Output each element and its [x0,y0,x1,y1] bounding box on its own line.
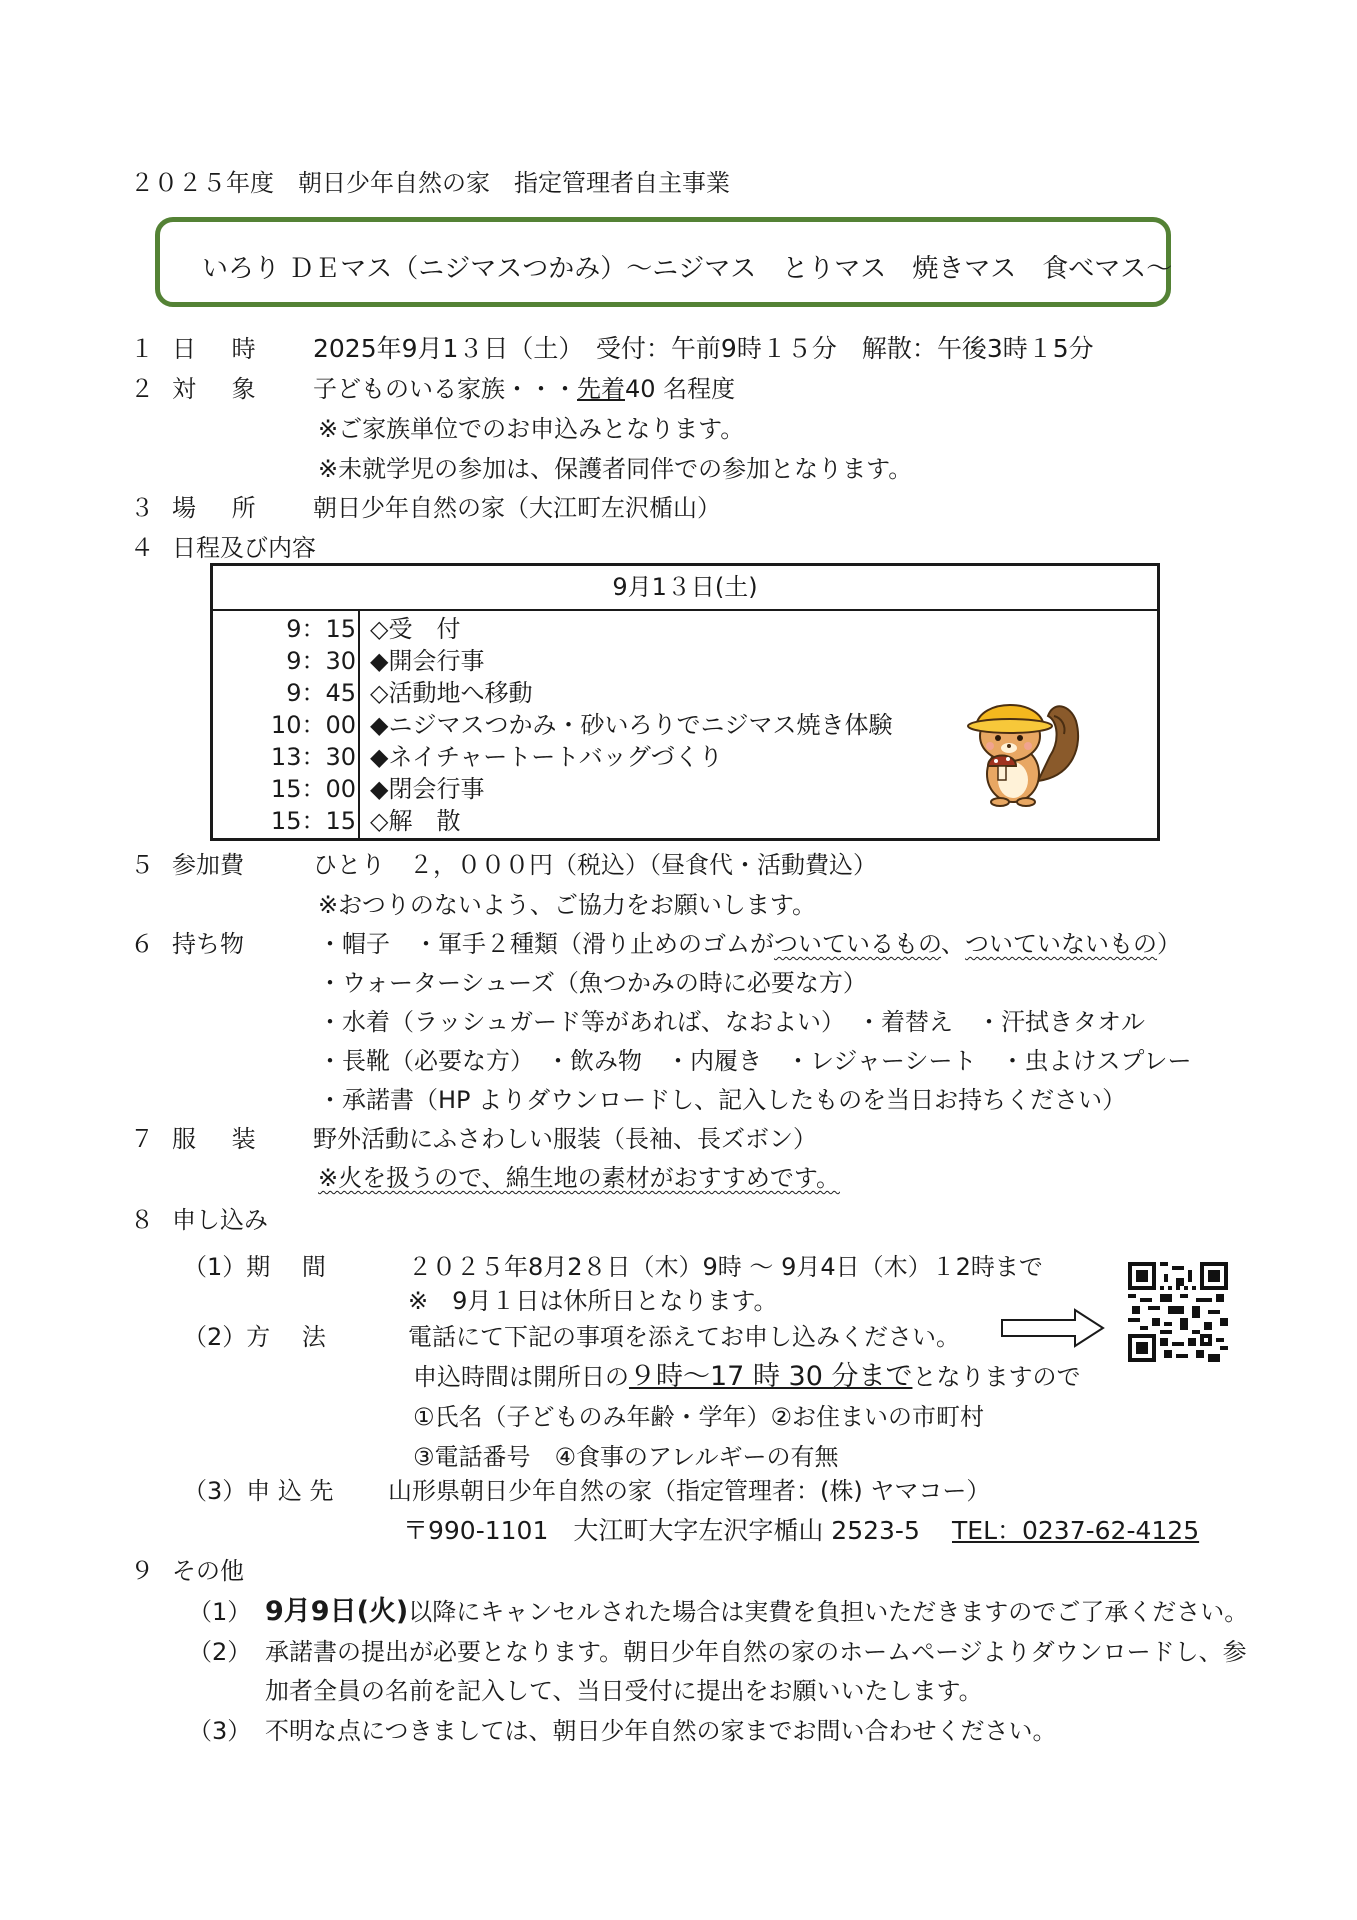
section-3-label: 場 所 [172,494,270,522]
application-hours [413,1362,1080,1392]
schedule-activity: ◇受 付 [370,615,461,643]
hours-emphasis: ９時～17 時 30 分まで [629,1361,913,1392]
target-note-2: ※未就学児の参加は、保護者同伴での参加となります。 [318,455,913,483]
belongings-text: ・帽子 ・軍手２種類（滑り止めのゴムが [318,930,774,958]
schedule-time: 13：30 [270,743,356,771]
first-come-text: 先着 [577,375,625,403]
fee-note: ※おつりのないよう、ご協力をお願いします。 [318,891,816,919]
other-item-1 [265,1597,1248,1627]
target-value [313,374,735,404]
application-method-value: 電話にて下記の事項を添えてお申し込みください。 [408,1323,960,1351]
schedule-activity: ◆ネイチャートートバッグづくり [370,743,723,771]
section-3-number: ３ [130,494,154,522]
belongings-line-1 [318,929,1181,959]
section-7-label: 服 装 [172,1125,270,1153]
belongings-line-5: ・承諾書（HP よりダウンロードし、記入したものを当日お持ちください） [318,1086,1127,1114]
schedule-activity: ◆開会行事 [370,647,485,675]
event-title: いろり ＤＥマス（ニジマスつかみ）～ニジマス とりマス 焼きマス 食べマス～ [202,254,1173,284]
section-5-number: ５ [130,851,154,879]
without-grip-text: ついていないもの [965,930,1158,958]
close-paren-text: ） [1157,930,1182,958]
application-period-note: ※ 9月１日は休所日となります。 [408,1287,778,1315]
required-info-line-1: ①氏名（子どものみ年齢・学年）②お住まいの市町村 [413,1403,985,1431]
schedule-time: 15：15 [270,807,356,835]
schedule-divider [358,611,360,839]
target-note-1: ※ご家族単位でのお申込みとなります。 [318,415,745,443]
capacity-text: 40 名程度 [625,375,736,403]
cancel-policy-text: 以降にキャンセルされた場合は実費を負担いただきますのでご了承ください。 [408,1598,1249,1626]
application-address: 〒990-1101 大江町大字左沢字楯山 2523-5 [403,1516,920,1545]
schedule-table [210,563,1160,841]
section-4-number: ４ [130,534,154,562]
belongings-line-3: ・水着（ラッシュガード等があれば、なおよい） ・着替え ・汗拭きタオル [318,1008,1146,1036]
other-item-2-line-2: 加者全員の名前を記入して、当日受付に提出をお願いいたします。 [265,1677,983,1705]
squirrel-mascot-illustration [958,686,1088,816]
other-item-3-number: （3） [188,1717,252,1745]
hours-pre-text: 申込時間は開所日の [413,1363,629,1391]
with-grip-text: ついているもの [774,930,942,958]
place-value: 朝日少年自然の家（大江町左沢楯山） [313,494,721,522]
section-2-label: 対 象 [172,375,270,403]
schedule-activity: ◇活動地へ移動 [370,679,533,707]
schedule-time: 9：30 [286,647,356,675]
other-item-2-line-1: 承諾書の提出が必要となります。朝日少年自然の家のホームページよりダウンロードし、参 [265,1638,1247,1666]
section-9-number: ９ [130,1557,154,1585]
schedule-activity: ◆閉会行事 [370,775,485,803]
fee-value: ひとり ２，０００円（税込）（昼食代・活動費込） [313,851,877,879]
right-arrow-icon [1000,1308,1105,1348]
section-8-label: 申し込み [172,1206,268,1234]
date-time-value: 2025年9月1３日（土） 受付：午前9時１５分 解散：午後3時１5分 [313,334,1094,363]
belongings-line-4: ・長靴（必要な方） ・飲み物 ・内履き ・レジャーシート ・虫よけスプレー [318,1047,1192,1075]
application-destination-label: （3）申 込 先 [183,1477,334,1505]
section-4-label: 日程及び内容 [172,534,316,562]
application-method-label: （2）方 法 [183,1323,326,1351]
schedule-activity: ◇解 散 [370,807,461,835]
target-text: 子どものいる家族・・・ [313,375,577,403]
section-2-number: ２ [130,375,154,403]
hours-post-text: となりますので [912,1363,1081,1391]
schedule-header: 9月1３日(土) [213,566,1157,611]
section-8-number: ８ [130,1206,154,1234]
title-box [155,217,1171,307]
application-telephone: TEL：0237-62-4125 [952,1516,1200,1545]
section-6-number: ６ [130,930,154,958]
clothing-note: ※火を扱うので、綿生地の素材がおすすめです。 [318,1164,840,1192]
application-destination-value: 山形県朝日少年自然の家（指定管理者：(株) ヤマコー） [388,1477,991,1505]
schedule-time: 15：00 [270,775,356,803]
section-9-label: その他 [172,1557,244,1585]
section-5-label: 参加費 [172,851,244,879]
other-item-2-number: （2） [188,1638,252,1666]
section-1-label: 日 時 [172,335,270,363]
belongings-line-2: ・ウォーターシューズ（魚つかみの時に必要な方） [318,969,867,997]
section-6-label: 持ち物 [172,930,244,958]
application-period-value: ２０２５年8月2８日（木）9時 ～ 9月4日（木）１2時まで [408,1253,1043,1281]
cancel-date: 9月9日(火) [265,1596,409,1627]
schedule-activity: ◆ニジマスつかみ・砂いろりでニジマス焼き体験 [370,711,893,739]
clothing-value: 野外活動にふさわしい服装（長袖、長ズボン） [313,1125,817,1153]
schedule-time: 9：15 [286,615,356,643]
header-line: ２０２５年度 朝日少年自然の家 指定管理者自主事業 [130,169,730,197]
required-info-line-2: ③電話番号 ④食事のアレルギーの有無 [413,1443,839,1471]
separator-text: 、 [941,930,966,958]
other-item-3: 不明な点につきましては、朝日少年自然の家までお問い合わせください。 [265,1717,1057,1745]
schedule-time: 10：00 [270,711,356,739]
schedule-time: 9：45 [286,679,356,707]
section-1-number: １ [130,335,154,363]
section-7-number: ７ [130,1125,154,1153]
application-period-label: （1）期 間 [183,1253,326,1281]
other-item-1-number: （1） [188,1598,252,1626]
qr-code-icon[interactable] [1128,1262,1228,1362]
